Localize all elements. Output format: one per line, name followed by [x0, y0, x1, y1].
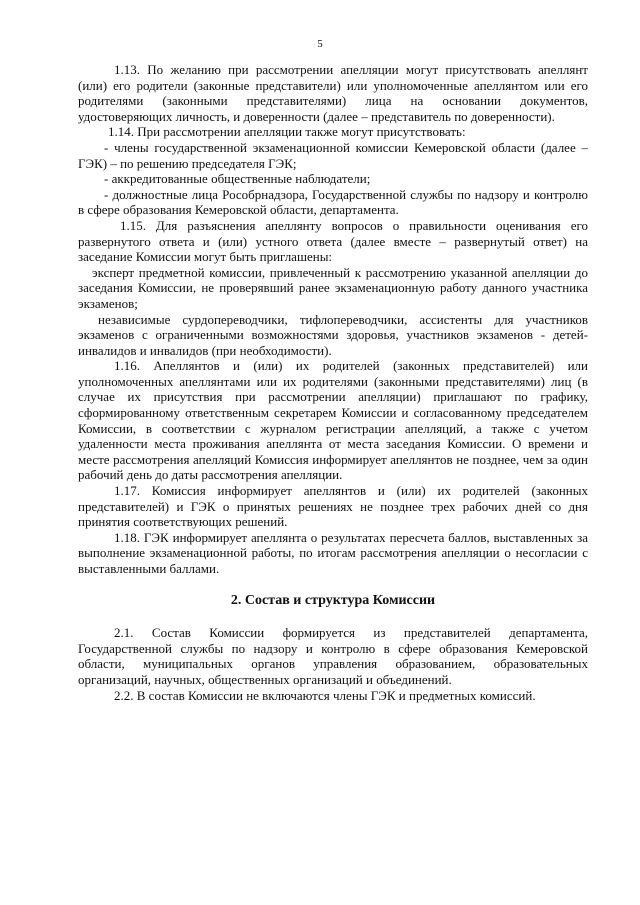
paragraph-2-1: 2.1. Состав Комиссии формируется из представителей департамента, Государственной службы по надзору и контролю в сфере образования Кемеровской области, муниципальных органов управления образованием, образовательных организаций, научных, общественных организаций и объединений. [78, 625, 588, 687]
paragraph-1-15-item-interpreters: независимые сурдопереводчики, тифлопереводчики, ассистенты для участников экзаменов с ограниченными возможностями здоровья, участников экзаменов - детей-инвалидов и инвалидов (при необходимости). [78, 311, 588, 358]
paragraph-1-13: 1.13. По желанию при рассмотрении апелляции могут присутствовать апеллянт (или) его родители (законные представители) или уполномоченные апеллянтом или его родителями (законными представителями) лица на основании документов, удостоверяющих личность, и доверенности (далее – представитель по доверенности). [78, 62, 588, 124]
paragraph-1-15-item-expert: эксперт предметной комиссии, привлеченный к рассмотрению указанной апелляции до заседания Комиссии, не проверявший ранее экзаменационную работу данного участника экзаменов; [78, 264, 588, 311]
paragraph-1-17: 1.17. Комиссия информирует апеллянтов и (или) их родителей (законных представителей) и ГЭК о принятых решениях не позднее трех рабочих дней со дня принятия соответствующих решений. [78, 483, 588, 530]
paragraph-1-15: 1.15. Для разъяснения апеллянту вопросов о правильности оценивания его развернутого ответа и (или) устного ответа (далее вместе – развернутый ответ) на заседание Комиссии могут быть приглашены: [78, 217, 588, 265]
paragraph-1-14-item-officials: - должностные лица Рособрнадзора, Государственной службы по надзору и контролю в сфере образования Кемеровской области, департамента. [78, 186, 588, 218]
paragraph-2-2: 2.2. В состав Комиссии не включаются члены ГЭК и предметных комиссий. [114, 687, 536, 703]
paragraph-1-16: 1.16. Апеллянтов и (или) их родителей (законных представителей) или уполномоченных апеллянтами или их родителями (законными представителями) лиц (в случае их присутствия при рассмотрении апелляции) приглашают по графику, сформированному ответственным секретарем Комиссии и согласованному председателем Комиссии, в соответствии с журналом регистрации апелляций, а также с учетом удаленности места проживания апеллянта от места заседания Комиссии. О времени и месте рассмотрения апелляций Комиссия информирует апеллянтов не позднее, чем за один рабочий день до даты рассмотрения апелляции. [78, 358, 588, 483]
paragraph-1-14-item-gek: - члены государственной экзаменационной комиссии Кемеровской области (далее – ГЭК) – по решению председателя ГЭК; [78, 139, 588, 171]
paragraph-1-14-item-observers: - аккредитованные общественные наблюдатели; [104, 171, 371, 187]
section-2-heading: 2. Состав и структура Комиссии [230, 592, 436, 608]
paragraph-1-14: 1.14. При рассмотрении апелляции также могут присутствовать: [108, 124, 466, 140]
paragraph-1-18: 1.18. ГЭК информирует апеллянта о результатах пересчета баллов, выставленных за выполнение экзаменационной работы, по итогам рассмотрения апелляции о несогласии с выставленными баллами. [78, 529, 588, 576]
page-number: 5 [317, 38, 323, 50]
document-body [78, 62, 588, 703]
